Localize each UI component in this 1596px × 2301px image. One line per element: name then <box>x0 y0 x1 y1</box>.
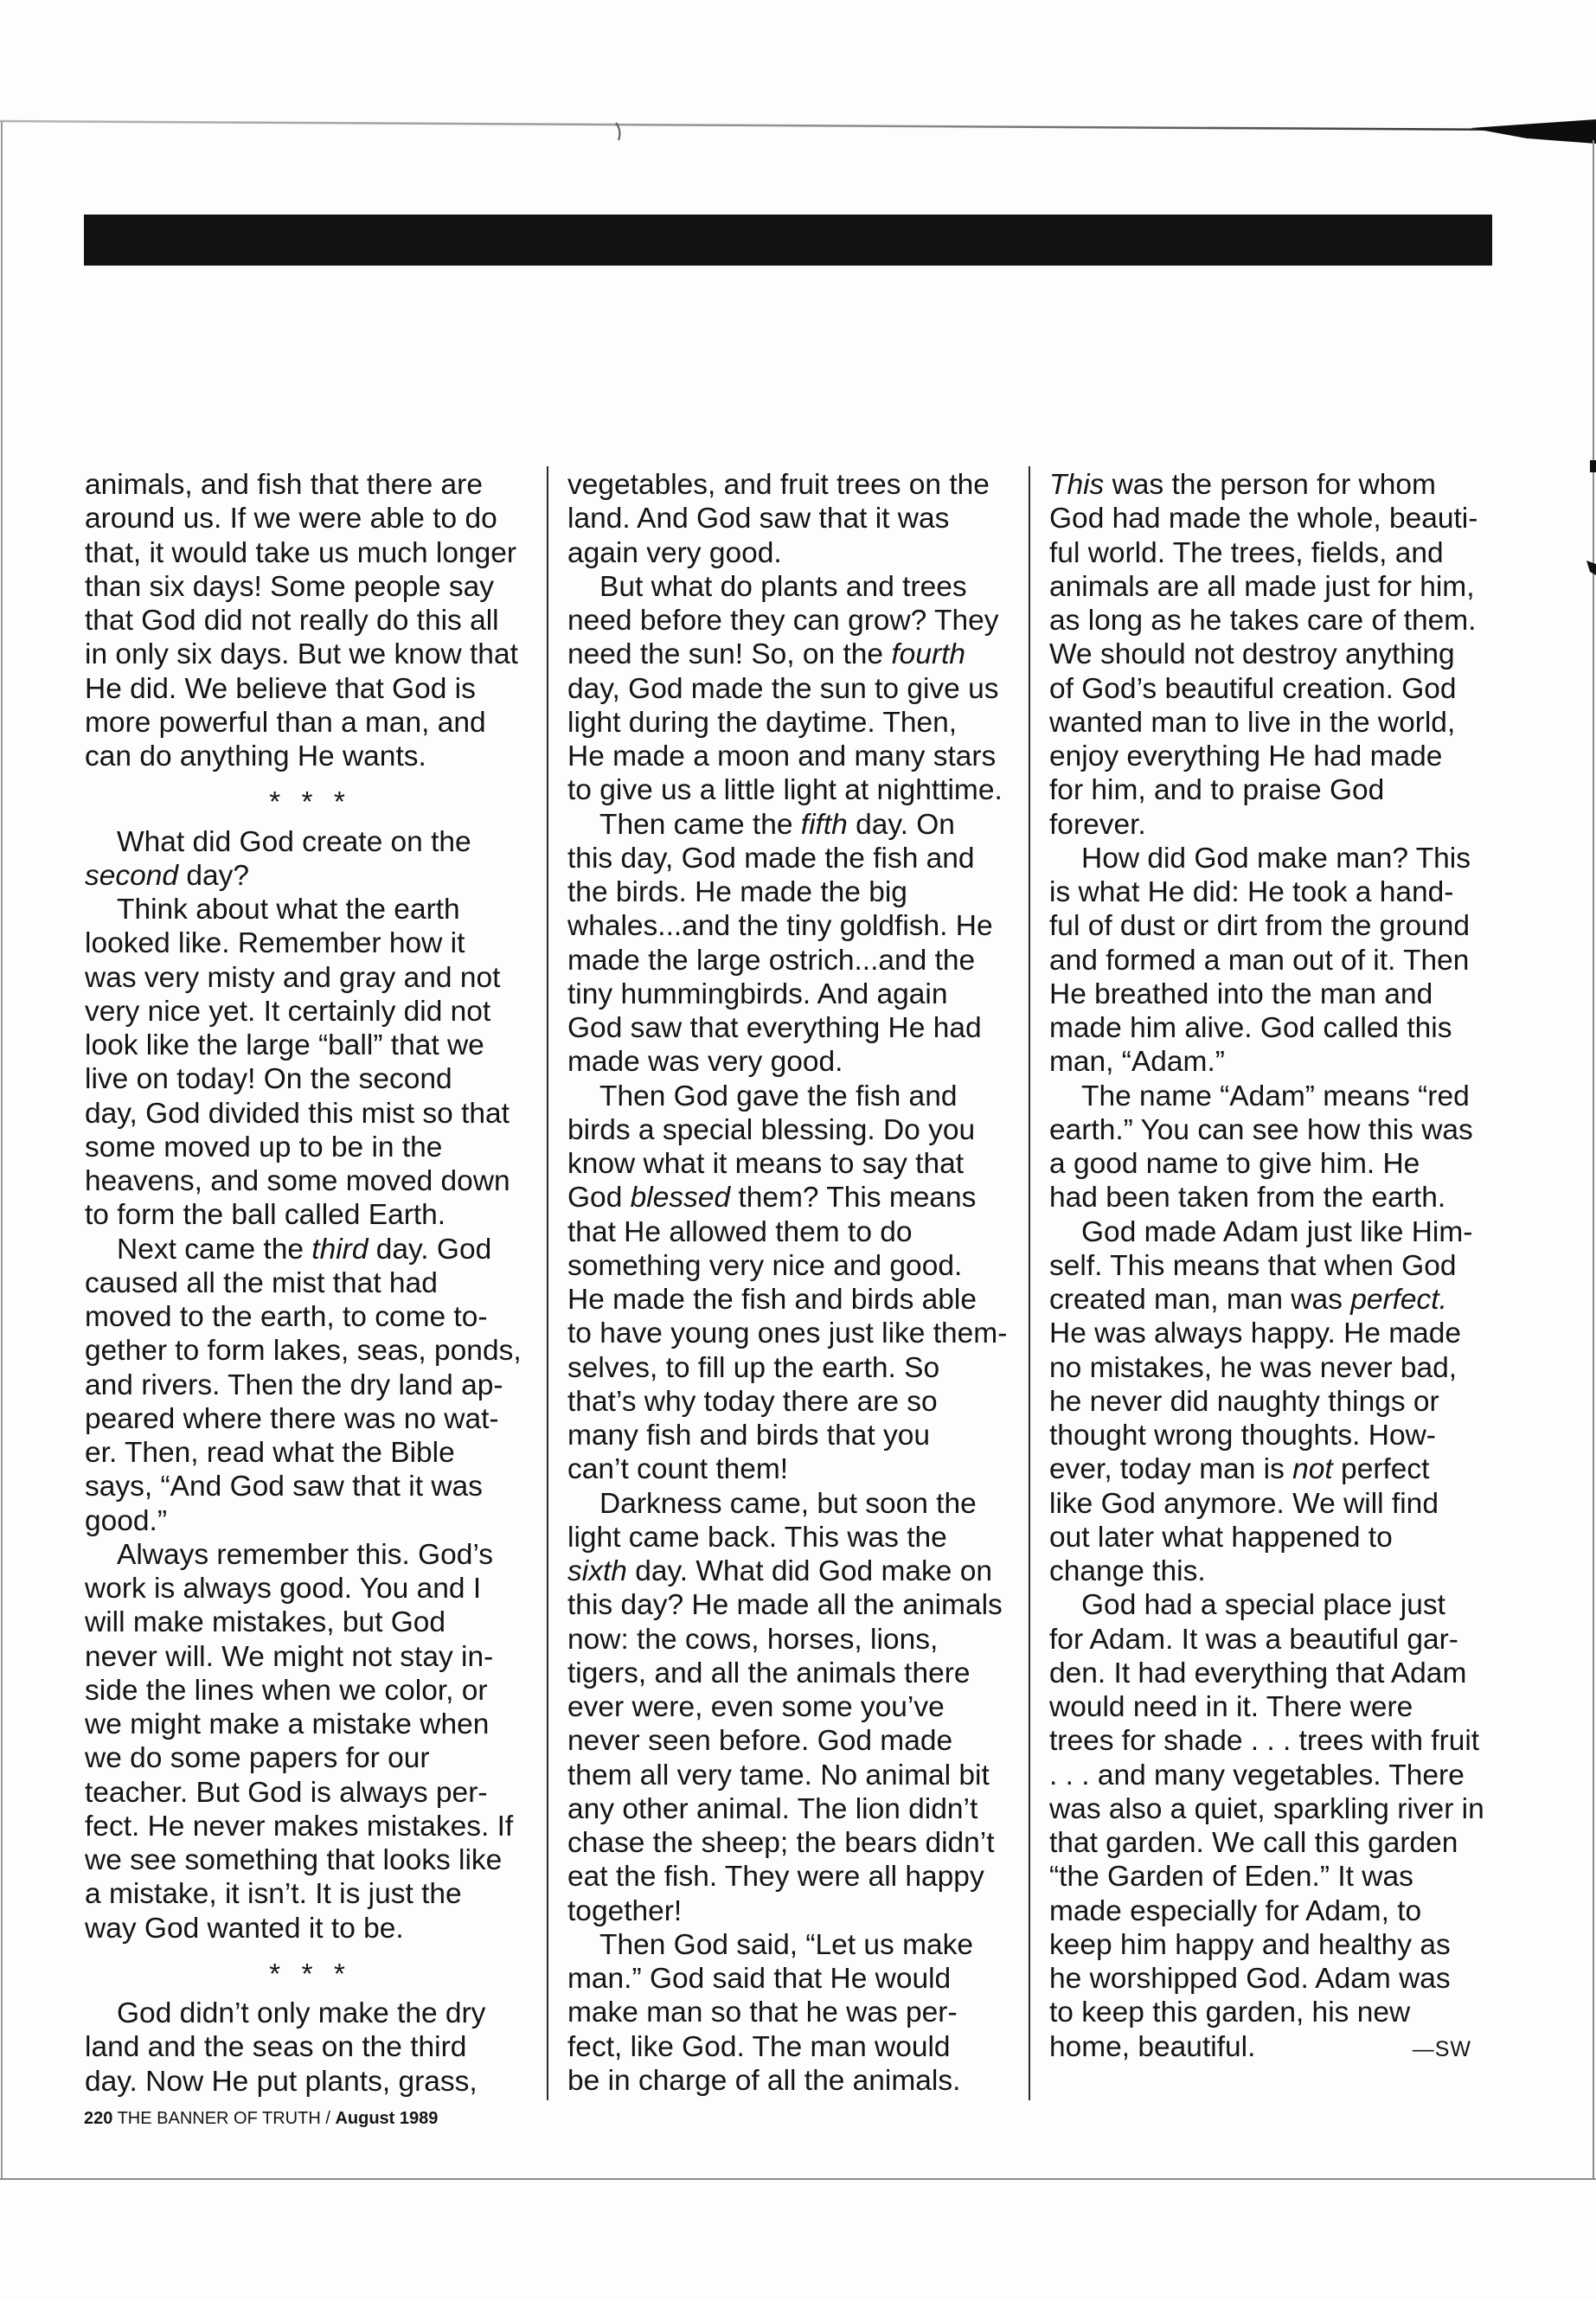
italic-text: third <box>311 1233 369 1266</box>
text-line: never will. We might not stay in- <box>85 1640 494 1673</box>
text-line: Darkness came, but soon the <box>599 1487 977 1520</box>
text-line: some moved up to be in the <box>85 1131 443 1163</box>
text-line: made especially for Adam, to <box>1049 1894 1422 1927</box>
text-line: to have young ones just like them- <box>567 1317 1008 1350</box>
text-line <box>1049 1452 1489 1486</box>
text-line: God had made the whole, beauti- <box>1049 503 1478 535</box>
section-separator: * * * <box>269 786 345 819</box>
text-line: and rivers. Then the dry land ap- <box>85 1368 503 1401</box>
text-run: day? <box>178 859 249 892</box>
text-line: them all very tame. No animal bit <box>567 1759 990 1791</box>
text-line: thought wrong thoughts. How- <box>1049 1420 1436 1452</box>
text-line: is what He did: He took a hand- <box>1049 876 1454 908</box>
text-line: way God wanted it to be. <box>85 1912 404 1945</box>
paragraph <box>1049 468 1489 842</box>
text-line: The name “Adam” means “red <box>1081 1080 1470 1112</box>
text-line: we might make a mistake when <box>85 1708 490 1740</box>
paragraph <box>567 1487 1012 1928</box>
text-line <box>567 1181 1012 1215</box>
text-line: tigers, and all the animals there <box>567 1657 971 1689</box>
header-black-bar <box>84 215 1492 266</box>
italic-text: second <box>85 859 179 892</box>
paragraph <box>85 1997 529 2099</box>
text-line: day, God divided this mist so that <box>85 1097 510 1130</box>
text-line: the birds. He made the big <box>567 876 907 908</box>
text-line: and formed a man out of it. Then <box>1049 944 1470 977</box>
text-line: made was very good. <box>567 1046 843 1079</box>
text-line: that, it would take us much longer <box>85 536 517 569</box>
paragraph <box>1049 1215 1489 1589</box>
issue-date: August 1989 <box>335 2109 439 2128</box>
text-line: chase the sheep; the bears didn’t <box>567 1827 995 1859</box>
text-line: we do some papers for our <box>85 1742 430 1775</box>
text-line: caused all the mist that had <box>85 1266 438 1299</box>
text-line: eat the fish. They were all happy <box>567 1861 984 1894</box>
text-line: would need in it. There were <box>1049 1691 1413 1723</box>
text-line: Think about what the earth <box>117 894 460 926</box>
text-line: no mistakes, he was never bad, <box>1049 1351 1458 1384</box>
text-line: God made Adam just like Him- <box>1081 1215 1473 1248</box>
text-line: he worshipped God. Adam was <box>1049 1963 1451 1995</box>
text-line: . . . and many vegetables. There <box>1049 1759 1465 1791</box>
text-line: wanted man to live in the world, <box>1049 706 1456 739</box>
text-line: that garden. We call this garden <box>1049 1827 1458 1859</box>
text-line: was very misty and gray and not <box>85 961 501 994</box>
edge-tick <box>1586 561 1596 575</box>
author-initials: —SW <box>1412 2036 1471 2061</box>
text-line: that’s why today there are so <box>567 1385 938 1418</box>
text-line: work is always good. You and I <box>85 1573 482 1605</box>
text-line: can’t count them! <box>567 1453 789 1486</box>
text-line: light during the daytime. Then, <box>567 706 958 739</box>
publication-title: THE BANNER OF TRUTH / <box>117 2109 330 2128</box>
text-line <box>567 638 1012 671</box>
paragraph <box>567 808 1012 1080</box>
text-line: keep him happy and healthy as <box>1049 1928 1451 1961</box>
text-line: ever were, even some you’ve <box>567 1691 945 1723</box>
page-number: 220 <box>84 2109 113 2128</box>
text-run: was the person for whom <box>1104 469 1436 501</box>
paragraph <box>567 468 1012 570</box>
text-line: He did. We believe that God is <box>85 672 476 705</box>
text-line: ful world. The trees, fields, and <box>1049 536 1444 569</box>
italic-text: This <box>1049 469 1105 501</box>
page-footer <box>84 2107 438 2130</box>
text-run: God <box>567 1182 631 1215</box>
paragraph <box>567 570 1012 808</box>
text-line: He made the fish and birds able <box>567 1284 977 1316</box>
paragraph <box>567 1080 1012 1487</box>
paragraph <box>85 1233 529 1538</box>
text-line: animals, and fish that there are <box>85 469 483 501</box>
text-run: Then came the <box>599 808 801 841</box>
text-line: know what it means to say that <box>567 1148 965 1180</box>
text-run: day. God <box>368 1233 492 1266</box>
text-line: many fish and birds that you <box>567 1420 930 1452</box>
text-line: Always remember this. God’s <box>117 1538 494 1571</box>
text-line <box>1049 1283 1489 1317</box>
text-line: land. And God saw that it was <box>567 503 950 535</box>
paragraph <box>1049 1080 1489 1215</box>
text-line: for him, and to praise God <box>1049 774 1385 807</box>
text-run: day. On <box>847 808 955 841</box>
italic-text: sixth <box>567 1555 627 1587</box>
text-column-2 <box>567 468 1012 2098</box>
text-line: to keep this garden, his new <box>1049 1997 1411 2029</box>
page-top-edge <box>0 121 1522 130</box>
text-line: animals are all made just for him, <box>1049 570 1475 603</box>
text-line: teacher. But God is always per- <box>85 1776 488 1809</box>
text-line: God had a special place just <box>1081 1589 1445 1622</box>
text-line <box>567 808 1012 842</box>
paragraph <box>567 1928 1012 2098</box>
italic-text: not <box>1292 1453 1333 1486</box>
text-line: self. This means that when God <box>1049 1249 1457 1282</box>
text-line: He breathed into the man and <box>1049 977 1433 1010</box>
text-line: now: the cows, horses, lions, <box>567 1623 939 1656</box>
text-run: day. What did God make on <box>626 1555 992 1587</box>
text-line: man, “Adam.” <box>1049 1046 1225 1079</box>
italic-text: blessed <box>630 1182 731 1215</box>
text-line: heavens, and some moved down <box>85 1165 510 1197</box>
text-line: side the lines when we color, or <box>85 1674 488 1707</box>
text-line <box>1049 2030 1489 2064</box>
text-line: to form the ball called Earth. <box>85 1199 446 1232</box>
page-corner-shadow <box>1471 119 1596 144</box>
text-line: like God anymore. We will find <box>1049 1487 1439 1520</box>
italic-text: perfect. <box>1350 1284 1447 1316</box>
text-line: very nice yet. It certainly did not <box>85 995 491 1028</box>
text-line: vegetables, and fruit trees on the <box>567 469 990 501</box>
text-run: need the sun! So, on the <box>567 638 892 671</box>
text-line: change this. <box>1049 1555 1206 1587</box>
text-line: need before they can grow? They <box>567 605 999 637</box>
text-line: light came back. This was the <box>567 1521 947 1554</box>
text-line: that God did not really do this all <box>85 605 499 637</box>
text-line: again very good. <box>567 536 782 569</box>
text-line: peared where there was no wat- <box>85 1402 499 1435</box>
text-run: ever, today man is <box>1049 1453 1293 1486</box>
paragraph <box>85 825 529 894</box>
text-line: earth.” You can see how this was <box>1049 1113 1473 1146</box>
text-line: a mistake, it isn’t. It is just the <box>85 1878 462 1911</box>
text-line: moved to the earth, to come to- <box>85 1301 488 1333</box>
text-line: tiny hummingbirds. And again <box>567 977 948 1010</box>
text-line: for Adam. It was a beautiful gar- <box>1049 1623 1458 1656</box>
paragraph <box>85 1538 529 1945</box>
column-divider <box>1029 466 1030 2100</box>
scan-mark <box>616 123 619 140</box>
text-line: out later what happened to <box>1049 1521 1393 1554</box>
text-line: made him alive. God called this <box>1049 1012 1452 1044</box>
text-line: How did God make man? This <box>1081 842 1471 875</box>
paragraph <box>1049 842 1489 1080</box>
text-line: he never did naughty things or <box>1049 1385 1439 1418</box>
text-run: Next came the <box>117 1233 312 1266</box>
text-line: made the large ostrich...and the <box>567 944 976 977</box>
text-line: fect, like God. The man would <box>567 2030 951 2063</box>
text-line: den. It had everything that Adam <box>1049 1657 1467 1689</box>
text-line: God saw that everything He had <box>567 1012 982 1044</box>
text-line <box>85 859 529 893</box>
text-line: can do anything He wants. <box>85 740 426 772</box>
text-line: “the Garden of Eden.” It was <box>1049 1861 1413 1894</box>
text-line: any other animal. The lion didn’t <box>567 1792 978 1825</box>
text-run: home, beautiful. <box>1049 2030 1256 2063</box>
section-separator: * * * <box>269 1958 345 1990</box>
text-line: had been taken from the earth. <box>1049 1182 1446 1215</box>
text-column-3 <box>1049 468 1489 2064</box>
text-line: er. Then, read what the Bible <box>85 1437 455 1469</box>
text-line: as long as he takes care of them. <box>1049 605 1477 637</box>
text-line: man.” God said that He would <box>567 1963 952 1995</box>
text-line: around us. If we were able to do <box>85 503 497 535</box>
text-line: fect. He never makes mistakes. If <box>85 1810 514 1843</box>
text-line: trees for shade . . . trees with fruit <box>1049 1725 1480 1758</box>
text-line: live on today! On the second <box>85 1063 452 1096</box>
text-line: God didn’t only make the dry <box>117 1997 486 2029</box>
text-line: ful of dust or dirt from the ground <box>1049 910 1470 943</box>
text-line <box>1049 468 1489 502</box>
text-line: together! <box>567 1894 683 1927</box>
text-line: that He allowed them to do <box>567 1215 913 1248</box>
text-line: look like the large “ball” that we <box>85 1029 484 1061</box>
text-line: more powerful than a man, and <box>85 706 486 739</box>
text-line: day. Now He put plants, grass, <box>85 2065 478 2098</box>
text-line <box>85 1233 529 1266</box>
text-run: perfect <box>1332 1453 1430 1486</box>
text-line: of God’s beautiful creation. God <box>1049 672 1457 705</box>
text-line: this day? He made all the animals <box>567 1589 1003 1622</box>
text-line: birds a special blessing. Do you <box>567 1113 976 1146</box>
text-run: them? This means <box>730 1182 977 1215</box>
text-line: What did God create on the <box>117 825 471 858</box>
text-column-1 <box>85 468 529 2099</box>
text-line: make man so that he was per- <box>567 1997 958 2029</box>
text-line <box>567 1554 1012 1588</box>
text-line: forever. <box>1049 808 1146 841</box>
text-line: whales...and the tiny goldfish. He <box>567 910 993 943</box>
text-line: He was always happy. He made <box>1049 1317 1462 1350</box>
text-line: was also a quiet, sparkling river in <box>1049 1792 1484 1825</box>
edge-tick <box>1590 460 1596 472</box>
text-line: Then God said, “Let us make <box>599 1928 973 1961</box>
text-line: selves, to fill up the earth. So <box>567 1351 940 1384</box>
text-line: He made a moon and many stars <box>567 740 997 772</box>
text-line: enjoy everything He had made <box>1049 740 1443 772</box>
column-divider <box>547 466 548 2100</box>
text-line: a good name to give him. He <box>1049 1148 1420 1180</box>
text-line: land and the seas on the third <box>85 2031 467 2064</box>
text-line: gether to form lakes, seas, ponds, <box>85 1335 522 1368</box>
text-line: will make mistakes, but God <box>85 1606 446 1639</box>
text-line: than six days! Some people say <box>85 570 494 603</box>
text-line: But what do plants and trees <box>599 570 967 603</box>
text-line: says, “And God saw that it was <box>85 1471 483 1503</box>
text-line: we see something that looks like <box>85 1844 503 1876</box>
text-line: We should not destroy anything <box>1049 638 1455 671</box>
text-line: to give us a little light at nighttime. <box>567 774 1003 807</box>
text-run: created man, man was <box>1049 1284 1351 1316</box>
text-line: good.” <box>85 1504 167 1537</box>
text-line: something very nice and good. <box>567 1249 963 1282</box>
text-line: in only six days. But we know that <box>85 638 518 671</box>
text-line: be in charge of all the animals. <box>567 2064 961 2097</box>
text-line: this day, God made the fish and <box>567 842 975 875</box>
italic-text: fourth <box>891 638 966 671</box>
paragraph <box>85 893 529 1233</box>
text-line: Then God gave the fish and <box>599 1080 958 1112</box>
text-line: day, God made the sun to give us <box>567 672 999 705</box>
italic-text: fifth <box>800 808 848 841</box>
paragraph <box>1049 1588 1489 2064</box>
paragraph <box>85 468 529 773</box>
text-line: never seen before. God made <box>567 1725 953 1758</box>
text-line: looked like. Remember how it <box>85 927 465 960</box>
